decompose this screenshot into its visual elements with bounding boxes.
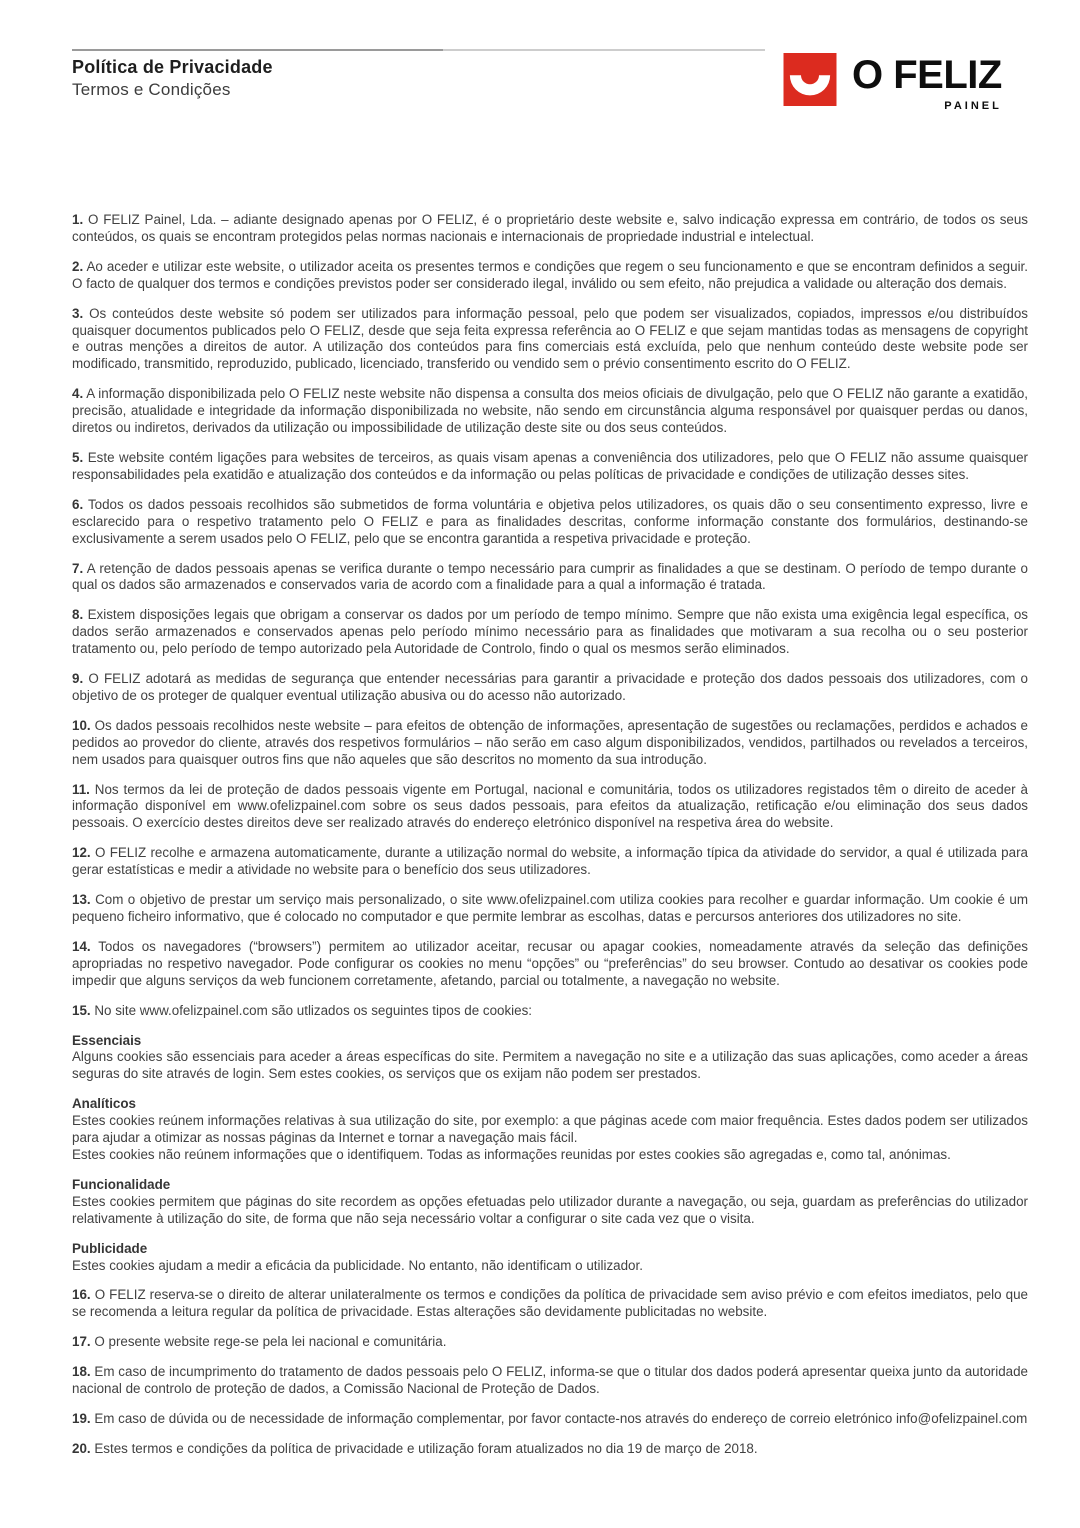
paragraph-number: 17.	[72, 1334, 91, 1350]
policy-content	[72, 212, 1028, 1471]
brand-name: O FELIZ	[852, 53, 1002, 97]
section-heading: Publicidade	[72, 1240, 148, 1256]
policy-paragraph-10	[72, 718, 1028, 769]
paragraph-text: Nos termos da lei de proteção de dados pessoais vigente em Portugal, nacional e comunitária, todos os utilizadores registados têm o direito de aceder à informação disponível em www.ofelizpainel.com sobre os seus dados pessoais, para efeitos da atualização, retificação e/ou eliminação dos seus dados pessoais. O exercício destes direitos deve ser realizado através do endereço eletrónico disponível na respetiva área do website.	[72, 781, 1028, 831]
policy-paragraph-8	[72, 607, 1028, 658]
paragraph-text: Os conteúdos deste website só podem ser utilizados para informação pessoal, pelo que podem ser visualizados, copiados, impressos e/ou distribuídos quaisquer documentos publicados pelo O FELIZ, desde que seja feita expressa referência ao O FELIZ e que sejam mantidas todas as mensagens de copyright e outras menções a direitos de autor. A utilização dos conteúdos para fins comerciais está excluída, pelo que nenhum conteúdo deste website pode ser modificado, transmitido, reproduzido, publicado, licenciado, transferido ou vendido sem o prévio consentimento escrito do O FELIZ.	[72, 305, 1028, 372]
policy-paragraph-17	[72, 1334, 1028, 1351]
paragraph-text: Os dados pessoais recolhidos neste website – para efeitos de obtenção de informações, apresentação de sugestões ou reclamações, perdidos e achados e pedidos ao provedor do cliente, através dos respetivos formulários – não serão em caso algum disponibilizados, vendidos, partilhados ou revelados a terceiros, nem usados para quaisquer outros fins que não aqueles que são descritos no momento da sua introdução.	[72, 717, 1028, 767]
paragraph-text: Todos os navegadores (“browsers”) permitem ao utilizador aceitar, recusar ou apagar cookies, nomeadamente através da seleção das definições apropriadas no respetivo navegador. Pode configurar os cookies no menu “opções” ou “preferências” do seu browser. Contudo ao desativar os cookies pode impedir que alguns serviços da web funcionem corretamente, afetando, parcial ou totalmente, a navegação no website.	[72, 938, 1028, 988]
brand-tagline: PAINEL	[944, 100, 1002, 112]
paragraph-number: 12.	[72, 845, 91, 861]
policy-paragraph-5	[72, 450, 1028, 484]
cookie-section-publicidade	[72, 1241, 1028, 1275]
paragraph-number: 10.	[72, 717, 91, 733]
paragraph-text: O FELIZ adotará as medidas de segurança que entender necessárias para garantir a privacidade e proteção dos dados pessoais dos utilizadores, com o objetivo de os proteger de qualquer eventual utilização abusiva ou do acesso não autorizado.	[72, 671, 1028, 703]
paragraph-number: 8.	[72, 607, 84, 623]
paragraph-text: Este website contém ligações para websites de terceiros, as quais visam apenas a conveniência dos utilizadores, pelo que O FELIZ não assume quaisquer responsabilidades pela exatidão e atualização dos conteúdos e da informação ou pelas políticas de privacidade e condições de utilização desses sites.	[72, 449, 1028, 482]
cookie-section-funcionalidade	[72, 1177, 1028, 1228]
paragraph-text: A retenção de dados pessoais apenas se verifica durante o tempo necessário para cumprir as finalidades a que se destinam. O período de tempo durante o qual os dados são armazenados e conservados varia de acordo com a finalidade para a qual a informação é tratada.	[72, 560, 1028, 593]
paragraph-text: Em caso de incumprimento do tratamento de dados pessoais pelo O FELIZ, informa-se que o titular dos dados poderá apresentar queixa junto da autoridade nacional de controlo de proteção de dados, a Comissão Nacional de Proteção de Dados.	[72, 1364, 1028, 1397]
paragraph-number: 4.	[72, 386, 84, 402]
paragraph-text: No site www.ofelizpainel.com são utlizados os seguintes tipos de cookies:	[94, 1002, 533, 1018]
paragraph-text: Com o objetivo de prestar um serviço mais personalizado, o site www.ofelizpainel.com utiliza cookies para recolher e guardar informação. Um cookie é um pequeno ficheiro informativo, que é colocado no computador e que permite lembrar as escolhas, datas e percursos anteriores dos utilizadores no site.	[72, 892, 1028, 924]
paragraph-number: 16.	[72, 1287, 91, 1303]
paragraph-number: 20.	[72, 1440, 91, 1456]
section-text: Estes cookies permitem que páginas do site recordem as opções efetuadas pelo utilizador durante a navegação, ou seja, guardam as preferências do utilizador relativamente à utilização do site, de forma que não seja necessário voltar a configurar o site cada vez que o visita.	[72, 1193, 1028, 1226]
paragraph-text: Ao aceder e utilizar este website, o utilizador aceita os presentes termos e condições que regem o seu funcionamento e que se encontram definidos a seguir. O facto de qualquer dos termos e condições previstos poder ser considerado ilegal, inválido ou sem efeito, não prejudica a validade ou alteração dos demais.	[72, 258, 1028, 291]
section-text: Estes cookies ajudam a medir a eficácia da publicidade. No entanto, não identificam o utilizador.	[72, 1257, 643, 1273]
policy-paragraph-6	[72, 497, 1028, 548]
paragraph-text: Estes termos e condições da política de privacidade e utilização foram atualizados no dia 19 de março de 2018.	[94, 1440, 758, 1456]
paragraph-text: Existem disposições legais que obrigam a conservar os dados por um período de tempo mínimo. Sempre que não exista uma exigência legal específica, os dados serão armazenados e conservados apenas pelo período mínimo necessário para as finalidades que motivaram a sua recolha ou o seu posterior tratamento ou, pelo período de tempo autorizado pela Autoridade de Controlo, findo o qual os mesmos serão eliminados.	[72, 607, 1028, 657]
paragraph-text: A informação disponibilizada pelo O FELIZ neste website não dispensa a consulta dos meios oficiais de divulgação, pelo que O FELIZ não garante a exatidão, precisão, atualidade e integridade da informação disponibilizada no website, não sendo em circunstância alguma responsável por quaisquer perdas ou danos, diretos ou indiretos, derivados da utilização ou impossibilidade de utilização deste site ou dos seus conteúdos.	[72, 386, 1028, 436]
policy-paragraph-19	[72, 1411, 1028, 1428]
section-text: Estes cookies não reúnem informações que o identifiquem. Todas as informações reunidas por estes cookies são agregadas e, como tal, anónimas.	[72, 1146, 951, 1162]
paragraph-text: O FELIZ Painel, Lda. – adiante designado apenas por O FELIZ, é o proprietário deste website e, salvo indicação expressa em contrário, de todos os seus conteúdos, os quais se encontram protegidos pelas normas nacionais e internacionais de propriedade industrial e intelectual.	[72, 212, 1028, 244]
section-text: Alguns cookies são essenciais para aceder a áreas específicas do site. Permitem a navegação no site e a utilização das suas aplicações, como aceder a áreas seguras do site através de login. Sem estes cookies, os serviços que os exijam não podem ser prestados.	[72, 1049, 1028, 1082]
paragraph-number: 9.	[72, 671, 84, 687]
policy-paragraph-16	[72, 1287, 1028, 1321]
paragraph-number: 15.	[72, 1002, 91, 1018]
paragraph-number: 3.	[72, 305, 84, 321]
paragraph-text: O FELIZ reserva-se o direito de alterar unilateralmente os termos e condições da política de privacidade sem aviso prévio e com efeitos imediatos, pelo que se recomenda a leitura regular da política de privacidade. Estas alterações são devidamente publicitadas no website.	[72, 1287, 1028, 1320]
policy-paragraph-14	[72, 939, 1028, 990]
page-title: Política de Privacidade	[72, 57, 273, 77]
policy-paragraph-11	[72, 782, 1028, 833]
paragraph-text: Todos os dados pessoais recolhidos são submetidos de forma voluntária e objetiva pelos utilizadores, os quais dão o seu consentimento expresso, livre e esclarecido para o respetivo tratamento pelo O FELIZ e para as finalidades descritas, conforme informação constante dos formulários, destinando-se exclusivamente a serem usados pelo O FELIZ, pelo que se encontra garantida a respetiva privacidade e proteção.	[72, 496, 1028, 546]
paragraph-number: 14.	[72, 938, 91, 954]
paragraph-number: 1.	[72, 212, 84, 227]
policy-paragraph-9	[72, 671, 1028, 705]
section-heading: Essenciais	[72, 1032, 142, 1048]
paragraph-number: 11.	[72, 781, 90, 797]
policy-paragraph-12	[72, 845, 1028, 879]
paragraph-text: O FELIZ recolhe e armazena automaticamente, durante a utilização normal do website, a informação típica da atividade do servidor, a qual é utilizada para gerar estatísticas e medir a atividade no website para o benefício dos seus utilizadores.	[72, 845, 1028, 878]
brand-text-block	[852, 53, 1002, 112]
policy-paragraph-3	[72, 306, 1028, 374]
policy-paragraph-1	[72, 212, 1028, 246]
cookie-section-analiticos	[72, 1096, 1028, 1164]
policy-paragraph-4	[72, 386, 1028, 437]
paragraph-number: 6.	[72, 496, 84, 512]
paragraph-number: 19.	[72, 1410, 91, 1426]
policy-paragraph-18	[72, 1364, 1028, 1398]
page-subtitle: Termos e Condições	[72, 80, 231, 99]
cookie-section-essenciais	[72, 1033, 1028, 1084]
policy-paragraph-20	[72, 1441, 1028, 1458]
header-divider	[72, 49, 765, 51]
paragraph-number: 13.	[72, 892, 91, 908]
paragraph-number: 7.	[72, 560, 84, 576]
policy-paragraph-2	[72, 259, 1028, 293]
section-text: Estes cookies reúnem informações relativas à sua utilização do site, por exemplo: a que páginas acede com maior frequência. Estes dados podem ser utilizados para ajudar a otimizar as nossas páginas da Internet e tornar a navegação mais fácil.	[72, 1113, 1028, 1146]
section-heading: Funcionalidade	[72, 1176, 171, 1192]
paragraph-number: 18.	[72, 1364, 91, 1380]
policy-paragraph-13	[72, 892, 1028, 926]
policy-paragraph-15	[72, 1003, 1028, 1020]
policy-paragraph-7	[72, 561, 1028, 595]
smile-icon	[783, 53, 837, 106]
paragraph-text: O presente website rege-se pela lei nacional e comunitária.	[94, 1334, 447, 1350]
brand-logo	[783, 53, 1002, 112]
paragraph-text: Em caso de dúvida ou de necessidade de informação complementar, por favor contacte-nos através do endereço de correio eletrónico info@ofelizpainel.com	[94, 1410, 1028, 1426]
paragraph-number: 2.	[72, 258, 84, 274]
paragraph-number: 5.	[72, 449, 84, 465]
section-heading: Analíticos	[72, 1096, 136, 1112]
